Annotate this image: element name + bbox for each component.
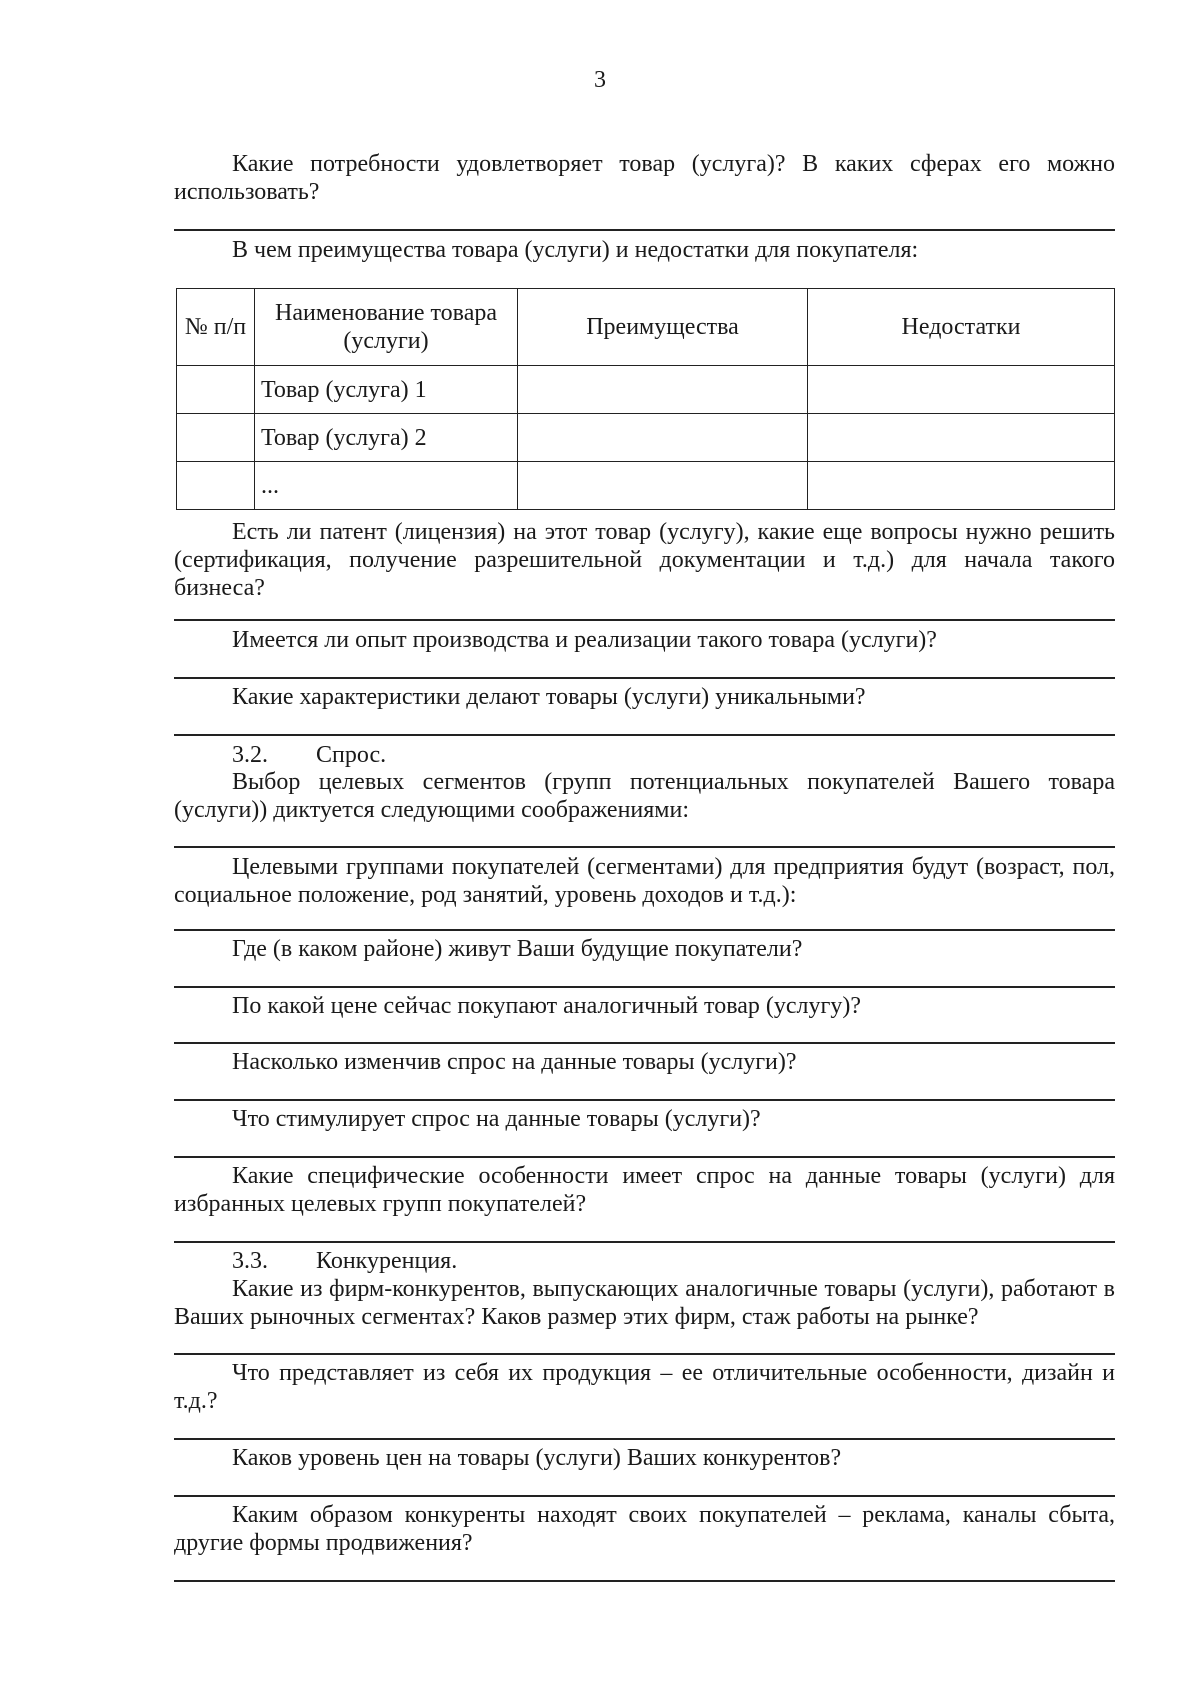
answer-line bbox=[174, 1580, 1115, 1582]
table-cell[interactable] bbox=[808, 366, 1115, 414]
answer-line bbox=[174, 1438, 1115, 1440]
question-demand-specifics: Какие специфические особенности имеет спрос на данные товары (услуги) для избранных целевых групп покупателей? bbox=[174, 1163, 1115, 1217]
question-price: По какой цене сейчас покупают аналогичный товар (услугу)? bbox=[232, 993, 861, 1019]
table-cell[interactable] bbox=[518, 366, 808, 414]
col-header-advantages: Преимущества bbox=[518, 289, 808, 366]
question-location: Где (в каком районе) живут Ваши будущие покупатели? bbox=[232, 936, 803, 962]
question-advantages: В чем преимущества товара (услуги) и недостатки для покупателя: bbox=[232, 237, 919, 263]
section-heading-demand: 3.2. Спрос. bbox=[232, 742, 387, 768]
answer-line bbox=[174, 1353, 1115, 1355]
table-cell[interactable] bbox=[518, 414, 808, 462]
table-cell: ... bbox=[255, 462, 518, 510]
question-patent: Есть ли патент (лицензия) на этот товар (услугу), какие еще вопросы нужно решить (сертификация, получение разрешительной документации и т.д.) для начала такого бизнеса? bbox=[174, 519, 1115, 601]
question-unique: Какие характеристики делают товары (услуги) уникальными? bbox=[232, 684, 866, 710]
col-header-name: Наименование товара (услуги) bbox=[255, 289, 518, 366]
answer-line bbox=[174, 734, 1115, 736]
question-competitor-products: Что представляет из себя их продукция – ее отличительные особенности, дизайн и т.д.? bbox=[174, 1360, 1115, 1414]
question-competitor-prices: Каков уровень цен на товары (услуги) Ваших конкурентов? bbox=[232, 1445, 842, 1471]
table-header-row bbox=[177, 289, 1115, 366]
table-row bbox=[177, 462, 1115, 510]
answer-line bbox=[174, 929, 1115, 931]
page-number: 3 bbox=[594, 67, 606, 93]
answer-line bbox=[174, 986, 1115, 988]
advantages-table bbox=[176, 288, 1115, 510]
table-cell: Товар (услуга) 2 bbox=[255, 414, 518, 462]
answer-line bbox=[174, 619, 1115, 621]
table-cell[interactable] bbox=[808, 462, 1115, 510]
table-cell[interactable] bbox=[518, 462, 808, 510]
table-cell: Товар (услуга) 1 bbox=[255, 366, 518, 414]
answer-line bbox=[174, 1099, 1115, 1101]
question-needs: Какие потребности удовлетворяет товар (услуга)? В каких сферах его можно использовать? bbox=[174, 151, 1115, 205]
col-header-disadvantages: Недостатки bbox=[808, 289, 1115, 366]
table-cell[interactable] bbox=[808, 414, 1115, 462]
table-row bbox=[177, 414, 1115, 462]
question-target-groups: Целевыми группами покупателей (сегментами) для предприятия будут (возраст, пол, социальное положение, род занятий, уровень доходов и т.д.): bbox=[174, 854, 1115, 908]
question-experience: Имеется ли опыт производства и реализации такого товара (услуги)? bbox=[232, 627, 937, 653]
question-competitor-promotion: Каким образом конкуренты находят своих покупателей – реклама, каналы сбыта, другие формы продвижения? bbox=[174, 1502, 1115, 1556]
question-demand-variability: Насколько изменчив спрос на данные товары (услуги)? bbox=[232, 1049, 797, 1075]
answer-line bbox=[174, 846, 1115, 848]
answer-line bbox=[174, 1156, 1115, 1158]
question-target-segments: Выбор целевых сегментов (групп потенциальных покупателей Вашего товара (услуги)) диктуется следующими соображениями: bbox=[174, 769, 1115, 823]
col-header-number: № п/п bbox=[177, 289, 255, 366]
question-competitors: Какие из фирм-конкурентов, выпускающих аналогичные товары (услуги), работают в Ваших рыночных сегментах? Каков размер этих фирм, стаж работы на рынке? bbox=[174, 1276, 1115, 1330]
table-cell[interactable] bbox=[177, 414, 255, 462]
answer-line bbox=[174, 1241, 1115, 1243]
table-cell[interactable] bbox=[177, 366, 255, 414]
answer-line bbox=[174, 1042, 1115, 1044]
answer-line bbox=[174, 229, 1115, 231]
question-demand-stimulus: Что стимулирует спрос на данные товары (услуги)? bbox=[232, 1106, 761, 1132]
table-cell[interactable] bbox=[177, 462, 255, 510]
answer-line bbox=[174, 1495, 1115, 1497]
section-heading-competition: 3.3. Конкуренция. bbox=[232, 1248, 458, 1274]
answer-line bbox=[174, 677, 1115, 679]
table-row bbox=[177, 366, 1115, 414]
